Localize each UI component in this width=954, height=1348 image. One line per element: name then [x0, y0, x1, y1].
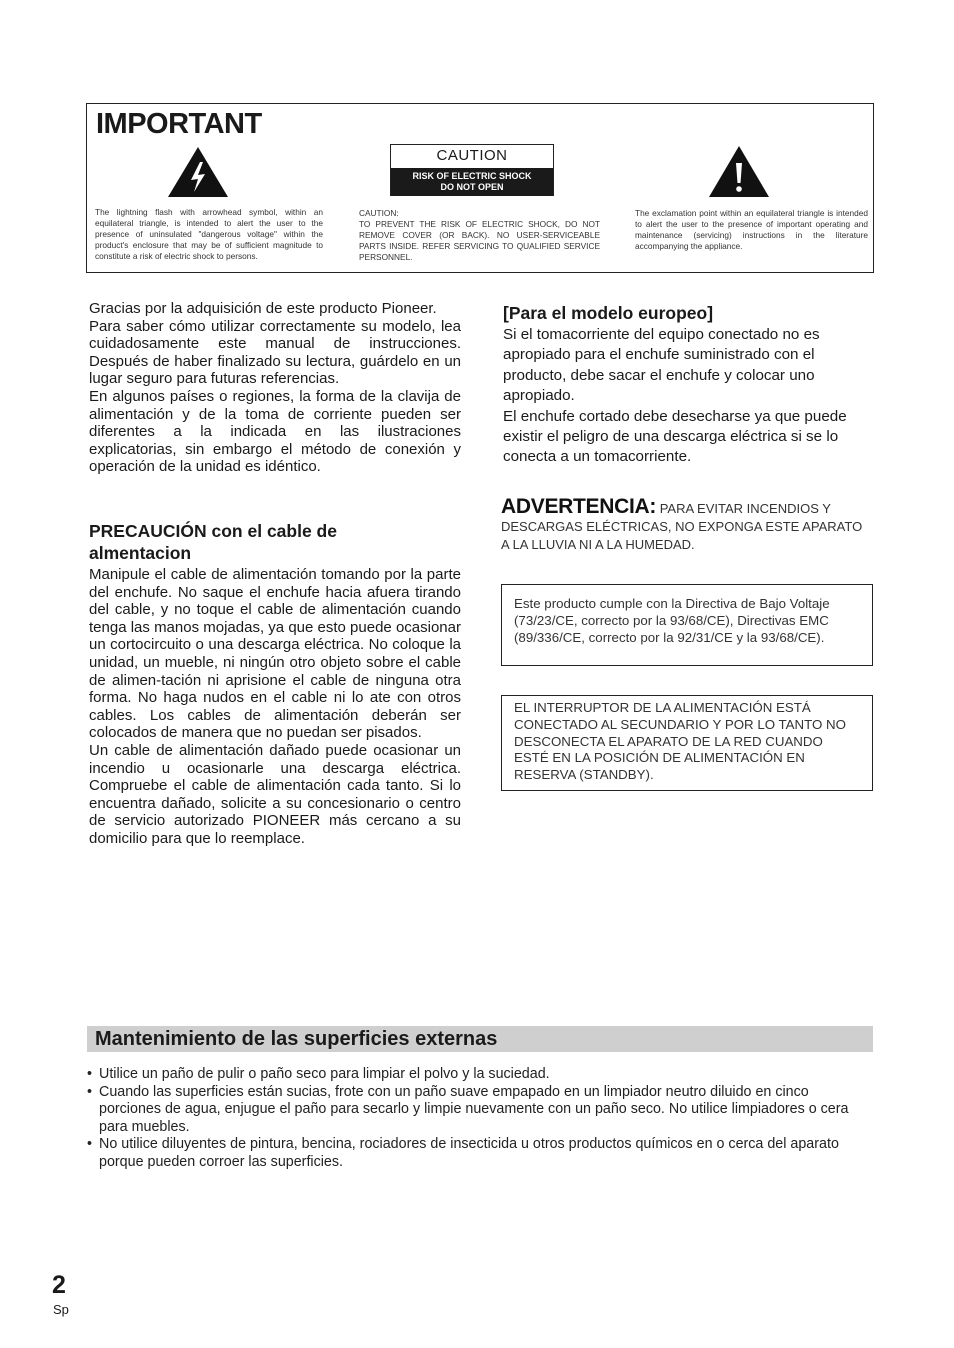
caution-explanation [359, 208, 600, 263]
bullet-mark: • [87, 1136, 93, 1153]
lightning-explanation: The lightning flash with arrowhead symbol, within an equilateral triangle, is intended to alert the user to the presence of uninsulated "dangerous voltage" within the product's enclosure that may be of sufficient magnitude to constitute a risk of electric shock to persons. [95, 207, 323, 261]
precaucion-paragraph: Manipule el cable de alimentación tomando por la parte del enchufe. No saque el enchufe hacia afuera tirando del cable, y no toque el cable de alimentación cuando tenga las manos mojadas, ya que esto puede ocasionar un cortocircuito o una descarga eléctrica. No coloque la unidad, un mueble, ni ningún otro objeto sobre el cable de alimen-tación ni aprisione el cable de ninguna otra forma. No haga nudos en el cable ni lo ate con otros cables. Los cables de alimentación deberán ser colocados de manera que no puedan ser pisados. [89, 566, 461, 742]
list-item-text: No utilice diluyentes de pintura, bencina, rociadores de insecticida u otros productos químicos en o cerca del aparato porque pueden corroer las superficies. [99, 1136, 839, 1170]
caution-explanation-heading: CAUTION: [359, 208, 399, 218]
advertencia-label: ADVERTENCIA: [501, 495, 657, 518]
caution-label-line1: RISK OF ELECTRIC SHOCK [412, 171, 532, 181]
caution-label-line2: DO NOT OPEN [440, 182, 504, 192]
directiva-box [501, 584, 873, 666]
precaucion-section [89, 520, 461, 848]
europeo-paragraph: El enchufe cortado debe desecharse ya que puede existir el peligro de una descarga eléctrica si se lo conecta a un tomacorriente. [503, 407, 847, 466]
precaucion-heading: PRECAUCIÓN con el cable de almentacion [89, 521, 337, 563]
europeo-section [503, 302, 876, 468]
list-item [87, 1066, 873, 1084]
caution-label-word: CAUTION [436, 147, 508, 164]
mantenimiento-header [87, 1026, 873, 1052]
advertencia-text: PARA EVITAR INCENDIOS Y DESCARGAS ELÉCTRICAS, NO EXPONGA ESTE APARATO A LA LLUVIA NI A LA HUMEDAD. [501, 501, 863, 552]
important-box [86, 103, 874, 273]
mantenimiento-title: Mantenimiento de las superficies externas [95, 1028, 498, 1050]
caution-explanation-text: TO PREVENT THE RISK OF ELECTRIC SHOCK, DO NOT REMOVE COVER (OR BACK). NO USER-SERVICEABLE PARTS INSIDE. REFER SERVICING TO QUALIFIED SERVICE PERSONNEL. [359, 219, 600, 262]
list-item-text: Utilice un paño de pulir o paño seco para limpiar el polvo y la suciedad. [99, 1066, 550, 1082]
interruptor-text: EL INTERRUPTOR DE LA ALIMENTACIÓN ESTÁ CONECTADO AL SECUNDARIO Y POR LO TANTO NO DESCONECTA EL APARATO DE LA RED CUANDO ESTÉ EN LA POSICIÓN DE ALIMENTACIÓN EN RESERVA (STANDBY). [514, 700, 846, 783]
bullet-mark: • [87, 1066, 93, 1082]
directiva-text: Este producto cumple con la Directiva de Bajo Voltaje (73/23/CE, correcto por la 93/68/CE), Directivas EMC (89/336/CE, correcto por la 92/31/CE y la 93/68/CE). [514, 596, 830, 645]
page-number: 2 [52, 1271, 66, 1299]
europeo-paragraph: Si el tomacorriente del equipo conectado no es apropiado para el enchufe suministrado con el producto, debe sacar el enchufe y colocar uno apropiado. [503, 326, 820, 405]
intro-section [89, 300, 461, 476]
intro-paragraph: Gracias por la adquisición de este producto Pioneer. [89, 300, 437, 317]
intro-paragraph: Para saber cómo utilizar correctamente su modelo, lea cuidadosamente este manual de instrucciones. Después de haber finalizado su lectura, guárdelo en un lugar seguro para futuras referencias. [89, 317, 461, 388]
caution-label-strip [391, 168, 553, 196]
advertencia-section [501, 495, 873, 554]
language-code: Sp [53, 1302, 69, 1317]
list-item [87, 1084, 873, 1137]
important-title: IMPORTANT [96, 108, 262, 140]
exclamation-explanation: The exclamation point within an equilateral triangle is intended to alert the user to the presence of important operating and maintenance (servicing) instructions in the literature accompanying the appliance. [635, 208, 868, 251]
mantenimiento-list [87, 1066, 873, 1172]
precaucion-paragraph: Un cable de alimentación dañado puede ocasionar un incendio u ocasionarle una descarga eléctrica. Compruebe el cable de alimentación cada tanto. Si lo encuentra dañado, solicite a su concesionario o centro de servicio autorizado PIONEER más cercano a su domicilio para que lo reemplace. [89, 741, 461, 847]
list-item-text: Cuando las superficies están sucias, frote con un paño suave empapado en un limpiador neutro diluido en cinco porciones de agua, enjugue el paño para secarlo y limpie nuevamente con un paño seco. No utilice limpiadores o cera para muebles. [99, 1083, 849, 1135]
caution-label [390, 144, 554, 196]
list-item [87, 1136, 873, 1171]
intro-paragraph: En algunos países o regiones, la forma de la clavija de alimentación y de la toma de corriente pueden ser diferentes a la indicada en las ilustraciones explicatorias, sin embargo el método de conexión y operación de la unidad es idéntico. [89, 387, 461, 476]
exclamation-triangle-icon [708, 145, 770, 198]
europeo-heading: [Para el modelo europeo] [503, 303, 714, 323]
lightning-triangle-icon [167, 146, 229, 198]
bullet-mark: • [87, 1083, 93, 1100]
interruptor-box [501, 695, 873, 791]
